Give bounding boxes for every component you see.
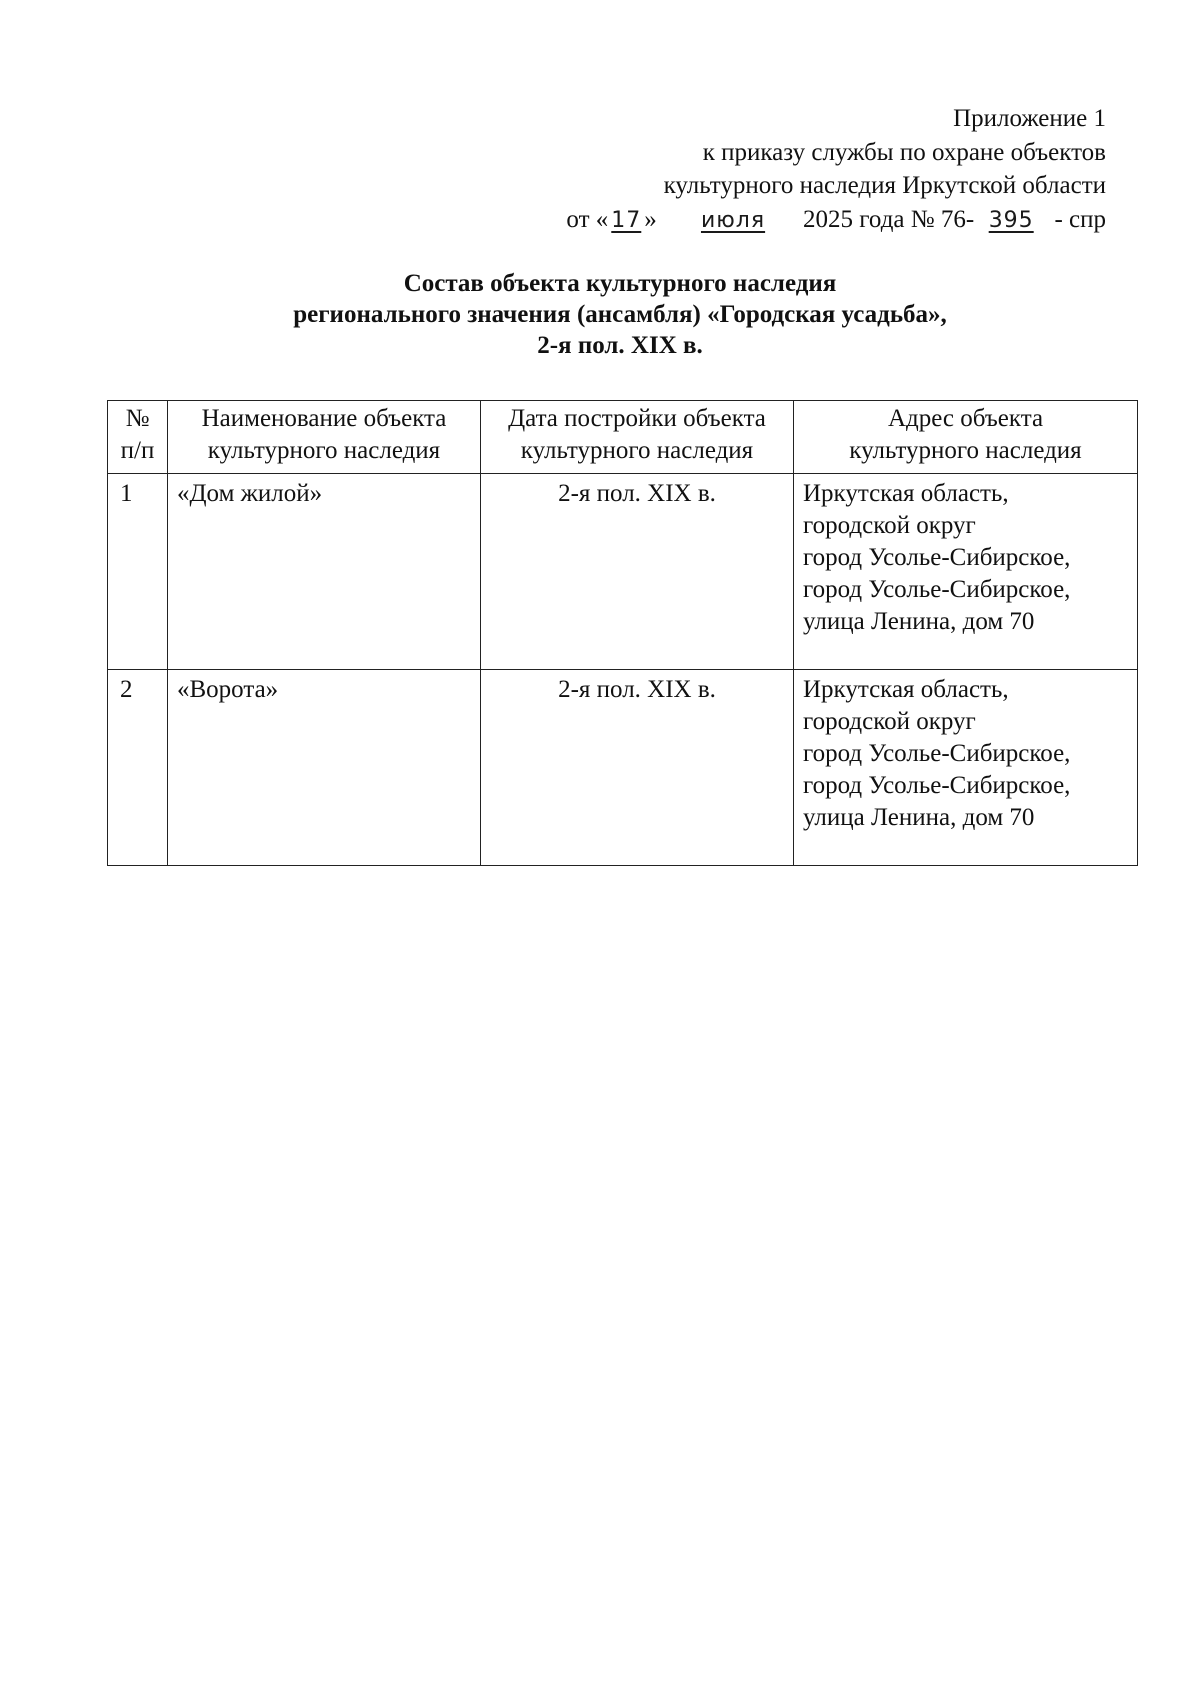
header-date: Дата постройки объекта культурного наследия xyxy=(481,401,794,474)
address-line: Иркутская область, xyxy=(803,676,1009,703)
title-line-1: Состав объекта культурного наследия xyxy=(403,270,837,297)
order-year-text: 2025 года № 76- xyxy=(803,205,975,233)
order-prefix: от « xyxy=(566,205,609,233)
row-build-date: 2-я пол. XIX в. xyxy=(481,670,794,866)
header-name: Наименование объекта культурного наследия xyxy=(168,401,481,474)
address-line: город Усолье-Сибирское, xyxy=(803,544,1071,571)
header-number: № п/п xyxy=(108,401,168,474)
table-row xyxy=(108,474,1138,670)
title-line-2: регионального значения (ансамбля) «Городская усадьба», xyxy=(293,301,947,328)
document-title xyxy=(120,268,1120,361)
heritage-objects-table xyxy=(107,400,1138,866)
row-object-name: «Дом жилой» xyxy=(168,474,481,670)
address-line: улица Ленина, дом 70 xyxy=(803,804,1035,831)
title-line-3: 2-я пол. XIX в. xyxy=(537,332,703,359)
row-number: 1 xyxy=(108,474,168,670)
order-suffix: - спр xyxy=(1048,205,1106,233)
row-address xyxy=(794,670,1138,866)
order-number-handwritten: 395 xyxy=(988,207,1034,233)
address-line: городской округ xyxy=(803,512,976,539)
order-quote-close: » xyxy=(644,205,657,233)
row-address xyxy=(794,474,1138,670)
order-day-handwritten: 17 xyxy=(611,207,642,233)
order-month-handwritten: июля xyxy=(700,207,766,233)
row-number: 2 xyxy=(108,670,168,866)
address-line: городской округ xyxy=(803,708,976,735)
table-header-row xyxy=(108,401,1138,474)
address-line: город Усолье-Сибирское, xyxy=(803,576,1071,603)
address-line: город Усолье-Сибирское, xyxy=(803,740,1071,767)
row-object-name: «Ворота» xyxy=(168,670,481,866)
appendix-order-ref: к приказу службы по охране объектов xyxy=(702,138,1106,166)
appendix-header xyxy=(566,102,1106,237)
row-build-date: 2-я пол. XIX в. xyxy=(481,474,794,670)
address-line: Иркутская область, xyxy=(803,480,1009,507)
address-line: улица Ленина, дом 70 xyxy=(803,608,1035,635)
table-row xyxy=(108,670,1138,866)
appendix-authority: культурного наследия Иркутской области xyxy=(663,172,1106,199)
order-date-number xyxy=(566,203,1106,238)
header-address: Адрес объекта культурного наследия xyxy=(794,401,1138,474)
appendix-title: Приложение 1 xyxy=(953,105,1106,132)
address-line: город Усолье-Сибирское, xyxy=(803,772,1071,799)
